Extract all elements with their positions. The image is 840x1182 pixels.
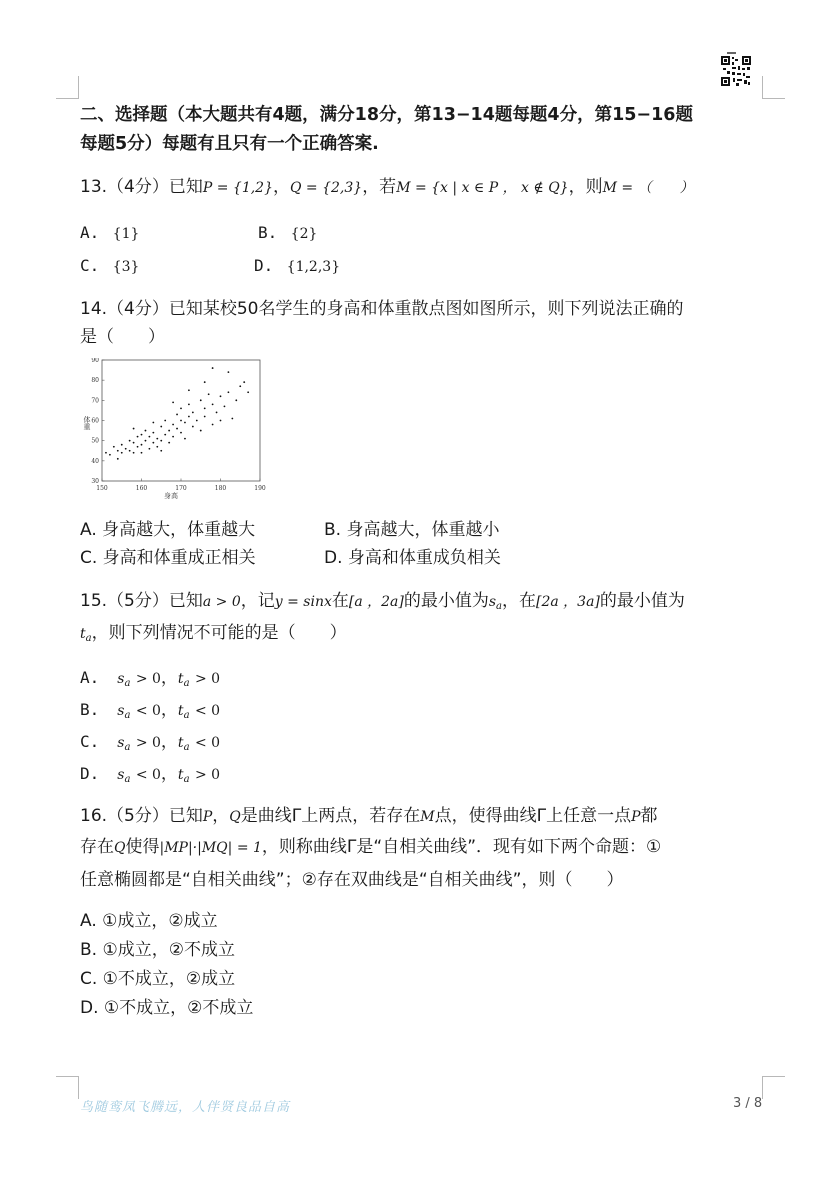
q15-mid1: ，记 [240,591,275,611]
q13-option-c-label: C. [80,256,100,275]
q15-option-label: B. [80,700,100,719]
scatter-point [220,395,222,397]
q15-option-s-sub: a [124,774,131,785]
scatter-point [172,424,174,426]
q15-s-sub: a [496,601,503,612]
corner-mark-top-left [56,76,79,99]
scatter-point [149,436,151,438]
q13-option-b-value: {2} [290,226,318,242]
q15-line2-rest: ，则下列情况不可能的是（ ） [91,623,347,643]
q15-option-d [80,763,220,791]
scatter-point [121,452,123,454]
scatter-point [224,405,226,407]
y-tick-label: 50 [91,437,99,445]
q15-mid3: 的最小值为 [403,591,489,611]
q13-mid2: ，则 [568,177,603,197]
x-tick-label: 180 [214,485,227,492]
scatter-point [133,442,135,444]
q15-option-t-sub: a [183,774,190,785]
question-16-line1 [80,805,658,828]
scatter-point [113,446,115,448]
y-tick-label: 80 [91,377,99,385]
corner-mark-bottom-left [56,1076,79,1099]
scatter-point [204,408,206,410]
q13-mid: ，若 [362,177,397,197]
scatter-point [156,446,158,448]
scatter-point [125,448,127,450]
question-16-line3: 任意椭圆都是“自相关曲线”；②存在双曲线是“自相关曲线”，则（ ） [80,870,624,890]
scatter-point [247,391,249,393]
scatter-point [192,426,194,428]
q15-option-c [80,731,220,759]
scatter-point [216,412,218,414]
scatter-point [176,428,178,430]
scatter-point [117,458,119,460]
q13-sep: ， [273,177,290,197]
scatter-point [228,371,230,373]
y-tick-label: 30 [91,478,99,485]
q13-m-eq: M = （ ） [602,180,694,196]
scatter-point [129,450,131,452]
y-tick-label: 60 [91,417,99,425]
scatter-point [137,436,139,438]
scatter-point [160,450,162,452]
q15-interval-1: [a ，2a] [348,594,404,610]
q15-option-t-relation: > 0 [194,767,221,783]
q15-option-b [80,699,220,727]
y-axis-label: 体重 [83,416,91,430]
scatter-point [129,440,131,442]
scatter-point [212,424,214,426]
question-13 [80,176,694,199]
scatter-point [239,385,241,387]
corner-mark-top-right [762,76,785,99]
x-tick-label: 160 [135,485,148,492]
q13-option-b [258,222,317,245]
q15-option-a [80,667,220,695]
q15-option-comma: ， [160,732,178,752]
q15-option-s-relation: > 0 [135,735,161,751]
scatter-point [121,444,123,446]
q16-lead: 16.（5分）已知 [80,806,203,826]
scatter-point [164,434,166,436]
q15-interval-2: [2a ，3a] [536,594,600,610]
scatter-point [212,367,214,369]
footer-slogan: 鸟随鸾凤飞腾远，人伴贤良品自高 [80,1100,291,1115]
scatter-point [117,450,119,452]
q16-formula: |MP|·|MQ| = 1 [159,840,262,856]
q15-function: y = sinx [274,594,332,610]
q15-option-label: A. [80,668,100,687]
x-tick-label: 150 [96,485,108,492]
scatter-point [149,448,151,450]
q16-text3: 都 [640,806,658,826]
q15-option-t-relation: < 0 [194,735,221,751]
scatter-point [164,420,166,422]
q15-option-t: t [177,767,184,783]
scatter-point [180,420,182,422]
scatter-point [208,393,210,395]
q16-option-c: C. ①不成立，②成立 [80,969,236,989]
scatter-point [204,416,206,418]
scatter-point [168,442,170,444]
scatter-point [172,436,174,438]
q15-option-s: s [117,671,125,687]
q16-comma: ， [212,806,230,826]
q16-option-b: B. ①成立，②不成立 [80,940,235,960]
scatter-point [105,452,107,454]
q15-option-s-relation: < 0 [135,703,161,719]
scatter-point [109,454,111,456]
y-tick-label: 90 [91,358,99,364]
q15-option-s-sub: a [124,678,131,689]
scatter-point [200,430,202,432]
q15-mid5: 的最小值为 [599,591,685,611]
scatter-point [156,438,158,440]
scatter-point [133,428,135,430]
q15-option-t-sub: a [183,710,190,721]
scatter-point [196,420,198,422]
q16-p2: P [631,809,641,825]
q15-option-label: C. [80,732,100,751]
question-14-line2: 是（ ） [80,327,165,347]
q15-option-s-relation: < 0 [135,767,161,783]
scatter-point [133,452,135,454]
scatter-point [184,438,186,440]
q13-set-q: Q = {2,3} [290,180,363,196]
q15-option-s: s [117,735,125,751]
q15-t: t [80,626,86,642]
q15-option-t: t [177,703,184,719]
y-tick-label: 40 [91,457,99,465]
scatter-point [180,432,182,434]
q15-lead: 15.（5分）已知 [80,591,203,611]
x-axis-label: 身高 [164,492,178,500]
scatter-point [231,418,233,420]
q15-option-t-sub: a [183,678,190,689]
qr-code-icon [721,52,751,86]
q13-option-a-value: {1} [112,226,140,242]
x-tick-label: 170 [175,485,187,492]
question-16-line2 [80,836,661,859]
q16-p: P [202,809,213,825]
q16-option-d: D. ①不成立，②不成立 [80,998,254,1018]
q14-option-d: D. 身高和体重成负相关 [324,548,501,568]
scatter-point [141,452,143,454]
scatter-point [145,440,147,442]
q15-mid4: ，在 [502,591,537,611]
q15-option-s-sub: a [124,710,131,721]
q13-option-c-value: {3} [112,259,140,275]
scatter-point [145,430,147,432]
scatter-point [228,391,230,393]
question-15-line1 [80,590,685,618]
q13-option-a [80,222,139,245]
q14-option-c: C. 身高和体重成正相关 [80,548,256,568]
q13-option-b-label: B. [258,223,278,242]
scatter-point [141,434,143,436]
scatter-point [137,446,139,448]
scatter-point [176,414,178,416]
scatter-point [212,403,214,405]
q15-s: s [488,594,497,610]
scatter-point [160,440,162,442]
scatter-point [200,399,202,401]
section-heading-line1: 二、选择题（本大题共有4题，满分18分，第13−14题每题4分，第15−16题 [80,105,693,125]
question-14-line1: 14.（4分）已知某校50名学生的身高和体重散点图如图所示，则下列说法正确的 [80,299,684,319]
scatter-point [188,389,190,391]
q16-text1: 是曲线Γ上两点，若存在 [240,806,421,826]
corner-mark-bottom-right [762,1076,785,1099]
scatter-point [152,422,154,424]
q15-option-s-sub: a [124,742,131,753]
q15-t-sub: a [85,633,92,644]
q14-option-b: B. 身高越大，体重越小 [324,520,500,540]
scatter-point [243,381,245,383]
q15-option-comma: ， [160,700,178,720]
q13-option-d-value: {1,2,3} [286,259,341,275]
scatter-point [172,401,174,403]
q15-option-t: t [177,671,184,687]
q13-lead: 13.（4分）已知 [80,177,203,197]
q16-q2: Q [114,840,126,856]
x-tick-label: 190 [254,485,266,492]
q15-option-s: s [117,767,125,783]
height-weight-scatter-plot [82,358,268,500]
q16-m: M [420,809,435,825]
question-15-line2 [80,622,347,650]
q14-option-a: A. 身高越大，体重越大 [80,520,256,540]
q15-option-t-sub: a [183,742,190,753]
scatter-point [180,408,182,410]
q16-line2-c: ，则称曲线Γ是“自相关曲线”．现有如下两个命题：① [261,837,662,857]
scatter-point [152,432,154,434]
q15-option-t: t [177,735,184,751]
q15-mid2: 在 [331,591,349,611]
scatter-point [152,442,154,444]
q15-option-s: s [117,703,125,719]
q13-option-c [80,255,139,278]
q16-line2-b: 使得 [125,837,160,857]
scatter-point [235,399,237,401]
scatter-point [160,426,162,428]
q13-set-p: P = {1,2} [202,180,273,196]
scatter-point [184,422,186,424]
q15-option-t-relation: > 0 [194,671,221,687]
scatter-point [188,416,190,418]
q13-option-d [254,255,340,278]
q13-option-d-label: D. [254,256,274,275]
q13-option-a-label: A. [80,223,100,242]
q15-option-label: D. [80,764,100,783]
q15-option-comma: ， [160,764,178,784]
q15-a-condition: a > 0 [202,594,241,610]
q16-option-a: A. ①成立，②成立 [80,911,218,931]
q16-q: Q [229,809,241,825]
q15-option-s-relation: > 0 [135,671,161,687]
q15-option-comma: ， [160,668,178,688]
y-tick-label: 70 [91,397,99,405]
q16-line2-a: 存在 [80,837,114,857]
scatter-point [141,444,143,446]
scatter-point [188,403,190,405]
scatter-point [204,381,206,383]
scatter-point [220,420,222,422]
q15-option-t-relation: < 0 [194,703,221,719]
page-number: 3 / 8 [733,1096,763,1111]
q16-text2: 点，使得曲线Γ上任意一点 [434,806,632,826]
section-heading-line2: 每题5分）每题有且只有一个正确答案. [80,134,379,154]
scatter-point [168,430,170,432]
scatter-point [192,412,194,414]
q13-set-m-def: M = {x | x ∈ P ， x ∉ Q} [396,180,569,196]
